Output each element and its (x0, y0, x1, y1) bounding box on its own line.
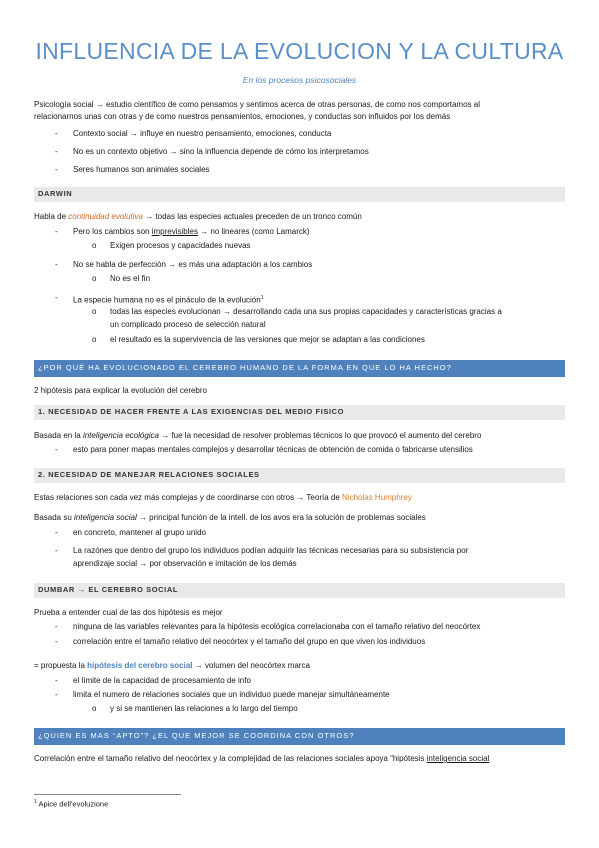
hypothesis-2-line-1 (34, 492, 412, 504)
darwin-bullet-2: No se habla de perfección → es más una adaptación a los cambios (73, 260, 313, 269)
text-run: Correlación entre el tamaño relativo del neocórtex y la complejidad de las relaciones sociales apoya “hipótesis (34, 754, 427, 763)
bullet-dash: - (55, 165, 58, 174)
bullet-dash: - (55, 227, 58, 236)
text-run: Basada su (34, 513, 75, 522)
text-run: → fue la necesidad de resolver problemas técnicos lo que provocó el aumento del cerebro (159, 431, 482, 440)
hypothesis-1-heading-text: 1. NECESIDAD DE HACER FRENTE A LAS EXIGENCIAS DEL MEDIO FISICO (38, 407, 345, 416)
inteligencia-social-term: inteligencia social (74, 513, 137, 522)
dumbar-line-1: Prueba a entender cual de las dos hipótesis es mejor (34, 608, 223, 617)
darwin-bullet-1 (73, 226, 310, 238)
page-title: INFLUENCIA DE LA EVOLUCION Y LA CULTURA (35, 38, 564, 64)
apto-line (34, 753, 489, 765)
hypothesis-2-bullet-1: en concreto, mantener al grupo unido (73, 528, 206, 537)
footnote-number: 1 (34, 799, 37, 805)
inteligencia-ecologica-term: inteligencia ecológica (82, 431, 159, 440)
footnote-ref[interactable]: 1 (260, 295, 264, 301)
darwin-line-1 (34, 211, 362, 223)
dumbar-bullet-1: ninguna de las variables relevantes para la hipótesis ecológica correlacionaba con el tamaño relativo del neocórtex (73, 622, 481, 631)
page-subtitle: En los procesos psicosociales (242, 75, 357, 85)
hypothesis-2-line-2 (34, 512, 426, 524)
bullet-circle: o (92, 274, 97, 283)
darwin-heading-text: DARWIN (38, 189, 73, 198)
text-run: = propuesta la (34, 661, 88, 670)
intro-line-2: relacionarnos unas con otras y de como nuestros pensamientos, emociones, y conductas son influidos por los demás (34, 112, 451, 121)
bullet-dash: - (55, 147, 58, 156)
bullet-dash: - (55, 260, 58, 269)
bullet-dash: - (55, 637, 58, 646)
bullet-circle: o (92, 704, 97, 713)
hypothesis-1-heading (34, 405, 565, 420)
darwin-heading (34, 187, 565, 202)
bullet-circle: o (92, 307, 97, 316)
intro-bullet-2: No es un contexto objetivo → sino la influencia depende de cómo los interpretamos (73, 147, 369, 156)
darwin-bullet-3-sub-1a: todas las especies evolucionan → desarrollando cada una sus propias capacidades y características gracias a (110, 307, 502, 316)
intro-bullet-3: Seres humanos son animales sociales (73, 165, 210, 174)
hypothesis-2-bullet-2a: La razónes que dentro del grupo los individuos podían adquirir las técnicas necesarias para su subsistencia por (73, 546, 469, 555)
bullet-circle: o (92, 335, 97, 344)
intro-line-1: Psicología social → estudio científico de como pensamos y sentimos acerca de otras personas, de como nos comportamos al (34, 100, 480, 109)
text-run: Estas relaciones son cada vez más complejas y de coordinarse con otros → Teoría de (34, 493, 343, 502)
text-run: Habla de (34, 212, 69, 221)
inteligencia-social-link: inteligencia social (426, 754, 490, 763)
apto-heading (34, 728, 565, 745)
apto-heading-text: ¿QUIEN ES MAS “APTO”? ¿EL QUE MEJOR SE COORDINA CON OTROS? (38, 731, 355, 740)
hypothesis-1-line (34, 430, 481, 442)
hypothesis-2-heading (34, 468, 565, 483)
dumbar-proposal (34, 660, 310, 672)
dumbar-proposal-bullet-2: limita el numero de relaciones sociales que un individuo puede manejar simultáneamente (73, 690, 390, 699)
hypothesis-2-bullet-2b: aprendizaje social → por observación e imitación de los demás (73, 559, 297, 568)
dumbar-bullet-2: correlación entre el tamaño relativo del neocórtex y el tamaño del grupo en que viven los individuos (73, 637, 426, 646)
intro-bullet-1: Contexto social → influye en nuestro pensamiento, emociones, conducta (73, 129, 332, 138)
bullet-dash: - (55, 690, 58, 699)
imprevisibles-term: imprevisibles (151, 227, 198, 236)
bullet-dash: - (55, 528, 58, 537)
darwin-bullet-2-sub: No es el fin (110, 274, 151, 283)
cerebro-heading (34, 360, 565, 377)
bullet-dash: - (55, 293, 58, 302)
footnote-divider (34, 794, 181, 795)
darwin-bullet-3-sub-2: el resultado es la supervivencia de las versiones que mejor se adaptan a las condiciones (110, 335, 425, 344)
hipotesis-cerebro-social-term: hipótesis del cerebro social (87, 661, 193, 670)
bullet-dash: - (55, 622, 58, 631)
text-run: Basada en la (34, 431, 83, 440)
cerebro-intro: 2 hipótesis para explicar la evolución del cerebro (34, 386, 207, 395)
nicholas-humphrey-name: Nicholas Humphrey (342, 493, 412, 502)
darwin-bullet-3-sub-1b: un complicado proceso de selección natural (110, 320, 266, 329)
text-run: → volumen del neocórtex marca (192, 661, 310, 670)
continuidad-evolutiva-term: continuidad evolutiva (68, 212, 143, 221)
text-run: → no lineares (como Lamarck) (197, 227, 310, 236)
bullet-dash: - (55, 546, 58, 555)
darwin-bullet-1-sub: Exigen procesos y capacidades nuevas (110, 241, 251, 250)
dumbar-proposal-bullet-1: el límite de la capacidad de procesamiento de info (73, 676, 251, 685)
text-run: Pero los cambios son (73, 227, 152, 236)
text-run: → todas las especies actuales preceden de un tronco común (142, 212, 362, 221)
dumbar-heading-text: DUMBAR → EL CEREBRO SOCIAL (38, 585, 179, 594)
hypothesis-2-heading-text: 2. NECESIDAD DE MANEJAR RELACIONES SOCIALES (38, 470, 260, 479)
bullet-circle: o (92, 241, 97, 250)
bullet-dash: - (55, 129, 58, 138)
footnote-text: Apice dell'evoluzione (36, 799, 109, 809)
footnote (34, 799, 108, 809)
bullet-dash: - (55, 445, 58, 454)
darwin-bullet-3 (73, 292, 263, 307)
text-run: La especie humana no es el pináculo de la evolución (73, 295, 261, 305)
dumbar-proposal-sub: y si se mantienen las relaciones a lo largo del tiempo (110, 704, 298, 713)
hypothesis-1-bullet: esto para poner mapas mentales complejos y desarrollar técnicas de obtención de comida o fabricarse utensilios (73, 445, 473, 454)
cerebro-heading-text: ¿POR QUÉ HA EVOLUCIONADO EL CEREBRO HUMANO DE LA FORMA EN QUE LO HA HECHO? (38, 363, 452, 372)
dumbar-heading (34, 583, 565, 598)
text-run: → principal función de la intell. de los avos era la solución de problemas sociales (136, 513, 426, 522)
bullet-dash: - (55, 676, 58, 685)
